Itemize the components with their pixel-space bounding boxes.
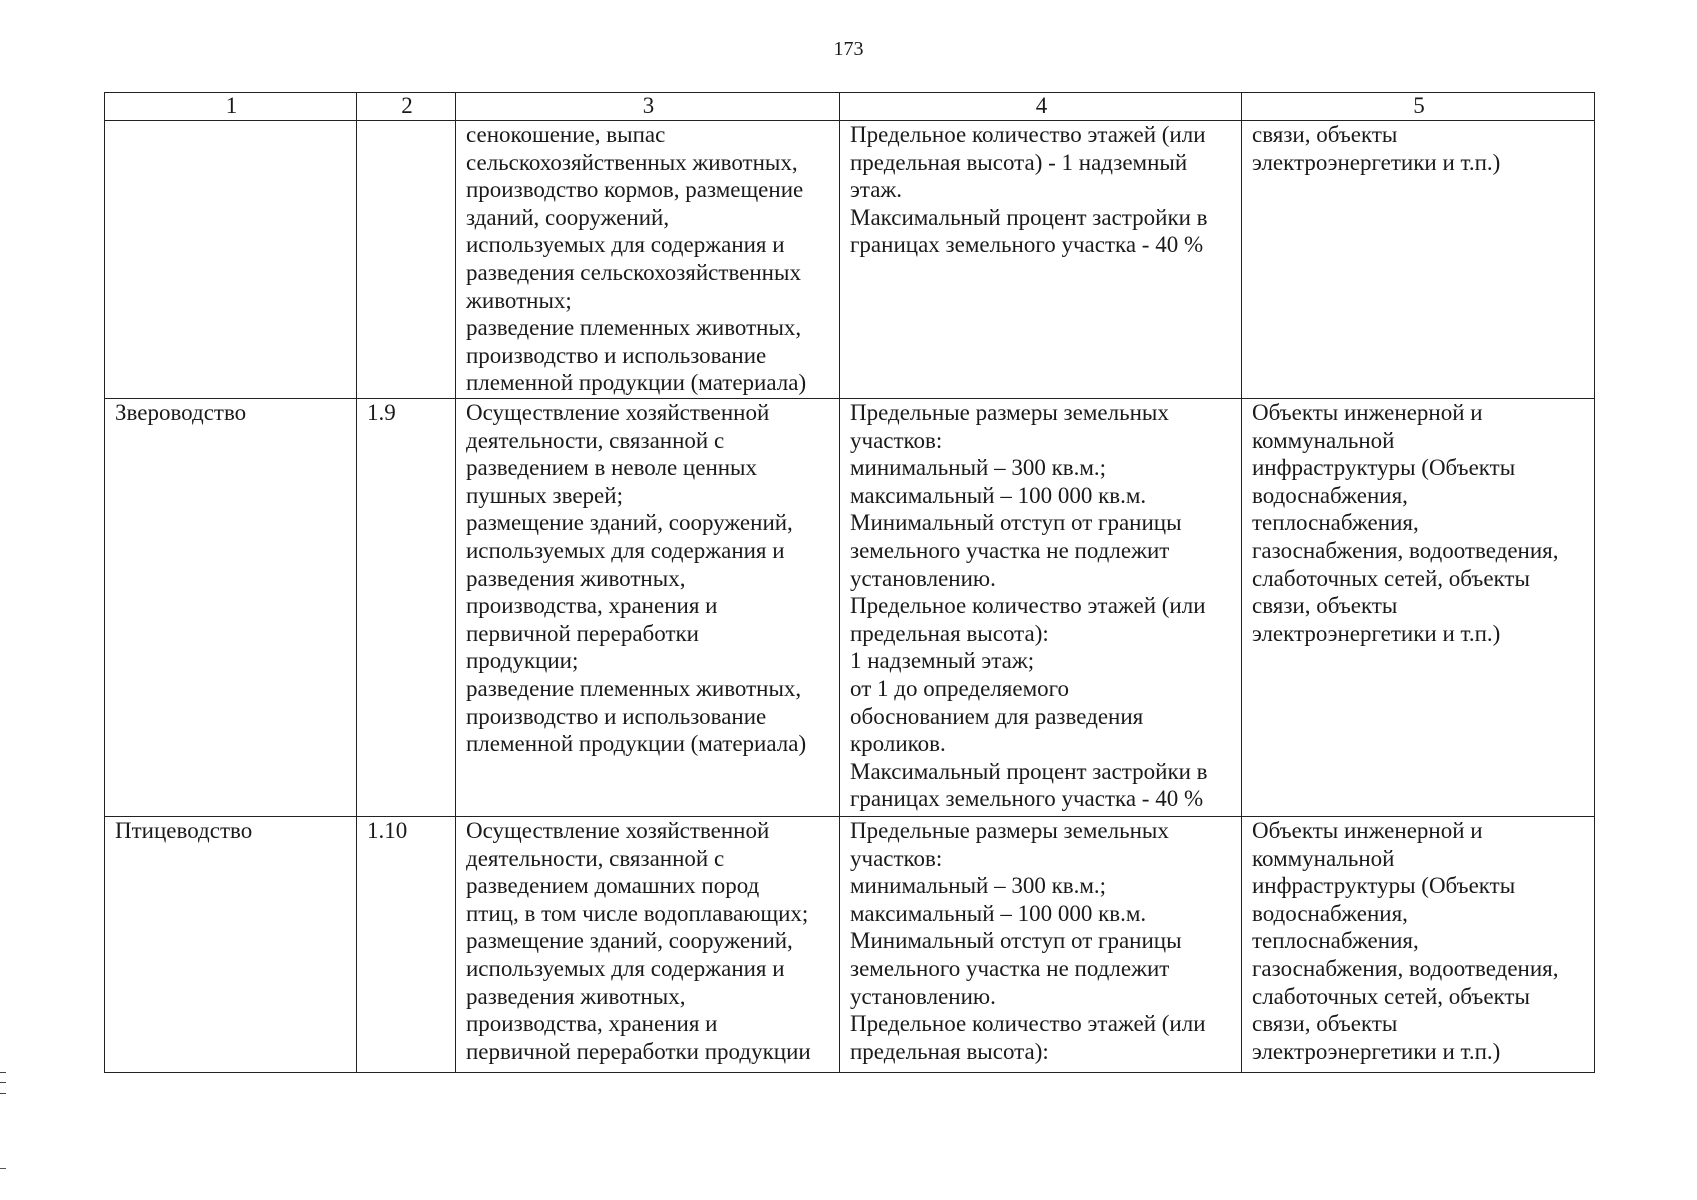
table-row xyxy=(105,121,1595,399)
land-use-name: Птицеводство xyxy=(115,818,253,843)
objects-cell xyxy=(1242,817,1595,1073)
objects-cell xyxy=(1242,121,1595,399)
land-use-code: 1.10 xyxy=(367,818,408,843)
land-use-description: Осуществление хозяйственной деятельности, связанной с разведением домашних пород птиц, в том числе водоплавающих; размещение зданий, сооружений, используемых для содержания и разведения животных, производства, хранения и первичной переработки продукции xyxy=(466,818,811,1064)
land-use-name: Звероводство xyxy=(115,400,247,425)
permitted-objects: связи, объекты электроэнергетики и т.п.) xyxy=(1252,122,1501,175)
land-use-description: сенокошение, выпас сельскохозяйственных животных, производство кормов, размещение зданий, сооружений, используемых для содержания и разведения сельскохозяйственных животных; разведение племенных животных, производство и использование племенной продукции (материала) xyxy=(466,122,807,396)
permitted-objects: Объекты инженерной и коммунальной инфраструктуры (Объекты водоснабжения, теплоснабжения, газоснабжения, водоотведения, слаботочных сетей, объекты связи, объекты электроэнергетики и т.п.) xyxy=(1252,400,1559,646)
description-cell xyxy=(456,121,840,399)
header-row xyxy=(105,93,1595,121)
table-row xyxy=(105,817,1595,1073)
table-header xyxy=(105,93,1595,121)
column-header-2: 2 xyxy=(357,93,456,121)
column-header-1: 1 xyxy=(105,93,357,121)
parameters-cell xyxy=(840,121,1242,399)
land-use-name-cell xyxy=(105,817,357,1073)
land-use-description: Осуществление хозяйственной деятельности, связанной с разведением в неволе ценных пушных зверей; размещение зданий, сооружений, используемых для содержания и разведения животных, производства, хранения и первичной переработки продукции; разведение племенных животных, производство и использование племенной продукции (материала) xyxy=(466,400,807,757)
scan-margin-mark xyxy=(0,1072,6,1094)
land-use-table xyxy=(104,92,1595,1073)
table-row xyxy=(105,399,1595,817)
land-use-code-cell xyxy=(357,817,456,1073)
land-use-name-cell xyxy=(105,399,357,817)
column-header-3: 3 xyxy=(456,93,840,121)
objects-cell xyxy=(1242,399,1595,817)
table-body xyxy=(105,121,1595,1073)
land-use-code: 1.9 xyxy=(367,400,396,425)
land-use-code-cell xyxy=(357,121,456,399)
permitted-objects: Объекты инженерной и коммунальной инфраструктуры (Объекты водоснабжения, теплоснабжения, газоснабжения, водоотведения, слаботочных сетей, объекты связи, объекты электроэнергетики и т.п.) xyxy=(1252,818,1559,1064)
description-cell xyxy=(456,817,840,1073)
land-use-parameters: Предельное количество этажей (или предельная высота) - 1 надземный этаж. Максимальный процент застройки в границах земельного участка - 40 % xyxy=(850,122,1208,258)
parameters-cell xyxy=(840,817,1242,1073)
scan-margin-dash xyxy=(0,1168,6,1169)
land-use-parameters: Предельные размеры земельных участков: минимальный – 300 кв.м.; максимальный – 100 000 кв.м. Минимальный отступ от границы земельного участка не подлежит установлению. Предельное количество этажей (или предельная высота): 1 надземный этаж; от 1 до определяемого обоснованием для разведения кроликов. Максимальный процент застройки в границах земельного участка - 40 % xyxy=(850,400,1208,812)
land-use-parameters: Предельные размеры земельных участков: минимальный – 300 кв.м.; максимальный – 100 000 кв.м. Минимальный отступ от границы земельного участка не подлежит установлению. Предельное количество этажей (или предельная высота): xyxy=(850,818,1206,1064)
column-header-4: 4 xyxy=(840,93,1242,121)
land-use-name-cell xyxy=(105,121,357,399)
parameters-cell xyxy=(840,399,1242,817)
page-number: 173 xyxy=(833,38,864,60)
land-use-code-cell xyxy=(357,399,456,817)
description-cell xyxy=(456,399,840,817)
column-header-5: 5 xyxy=(1242,93,1595,121)
